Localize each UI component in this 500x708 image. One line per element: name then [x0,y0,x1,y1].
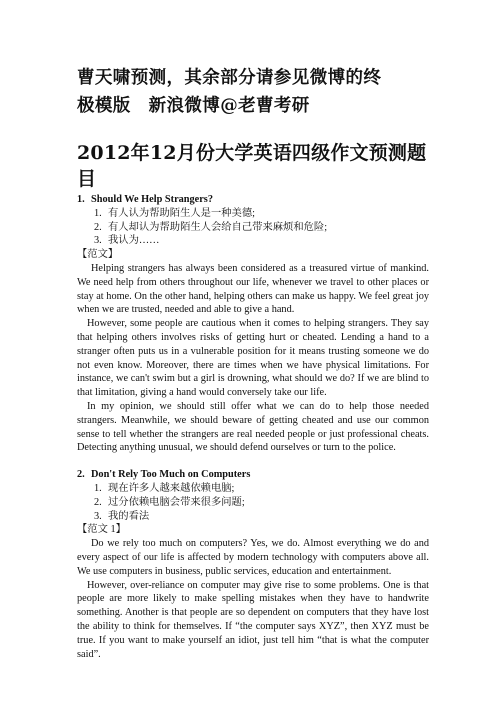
section-title [77,193,429,207]
section-number: 2. [77,469,85,481]
list-item-number: 3. [94,510,102,522]
section-title-text: Should We Help Strangers? [91,194,213,205]
list-item [77,482,429,496]
section-spacer [77,455,429,468]
list-item-number: 1. [94,207,102,219]
list-item-text: 我认为…… [108,235,160,247]
section-number: 1. [77,194,85,205]
list-item [77,496,429,510]
sample-essay-tag: 【范文 1】 [77,524,126,536]
essay-paragraph: However, some people are cautious when it comes to helping strangers. They say that helping others involves risks of getting hurt or cheated. Lending a hand to a stranger often puts us in a vulnerable position for it means trusting someone we do not even know. Moreover, there are times when we have physical limitations. For instance, we can't swim but a girl is drowning, what should we do? If we are blind to that limitation, giving a hand would conversely take our life. [77,318,429,399]
sample-essay-tag: 【范文】 [77,249,119,261]
list-item-text: 有人认为帮助陌生人是一种美德; [108,207,256,219]
section-title [77,468,429,482]
list-item-text: 我的看法 [108,510,150,522]
list-item-text: 现在许多人越来越依赖电脑; [108,482,235,494]
essay-paragraph: However, over-reliance on computer may give rise to some problems. One is that people are more likely to make spelling mistakes when they have to handwrite something. Another is that people are so dependent on computers that they have lost the ability to think for themselves. If “the computer says XYZ”, then XYZ must be true. If you want to make yourself an idiot, just tell him “that is what the computer said”. [77,579,429,660]
list-item [77,510,429,524]
list-item-number: 2. [94,221,102,233]
list-item [77,234,429,248]
document-title: 2012年12月份大学英语四级作文预测题目 [77,142,427,190]
promo-header-line2: 极模版 新浪微博@老曹考研 [77,96,310,116]
document-body [77,193,429,661]
list-item-number: 1. [94,482,102,494]
list-item-text: 过分依赖电脑会带来很多问题; [108,496,245,508]
list-item [77,207,429,221]
essay-paragraph: Helping strangers has always been considered as a treasured virtue of mankind. We need help from others throughout our life, whenever we travel to other places or stay at home. On the other hand, helping others can make us happy. We feel great joy when we are trusted, needed and able to give a hand. [77,262,429,316]
section-title-text: Don't Rely Too Much on Computers [91,469,251,481]
list-item-number: 3. [94,235,102,247]
essay-paragraph: In my opinion, we should still offer what we can do to help those needed strangers. Meanwhile, we should beware of getting cheated and use our common sense to tell whether the strangers are real needed people or just professional cheats. Detecting anything unusual, we should defend ourselves or turn to the police. [77,400,429,454]
list-item-text: 有人却认为帮助陌生人会给自己带来麻烦和危险; [108,221,328,233]
essay-paragraph: Do we rely too much on computers? Yes, we do. Almost everything we do and every aspect of our life is affected by modern technology with computers above all. We use computers in business, public services, education and entertainment. [77,538,429,577]
list-item [77,221,429,235]
promo-header-line1: 曹天啸预测，其余部分请参见微博的终 [77,68,382,88]
promo-header [77,64,427,120]
list-item-number: 2. [94,496,102,508]
